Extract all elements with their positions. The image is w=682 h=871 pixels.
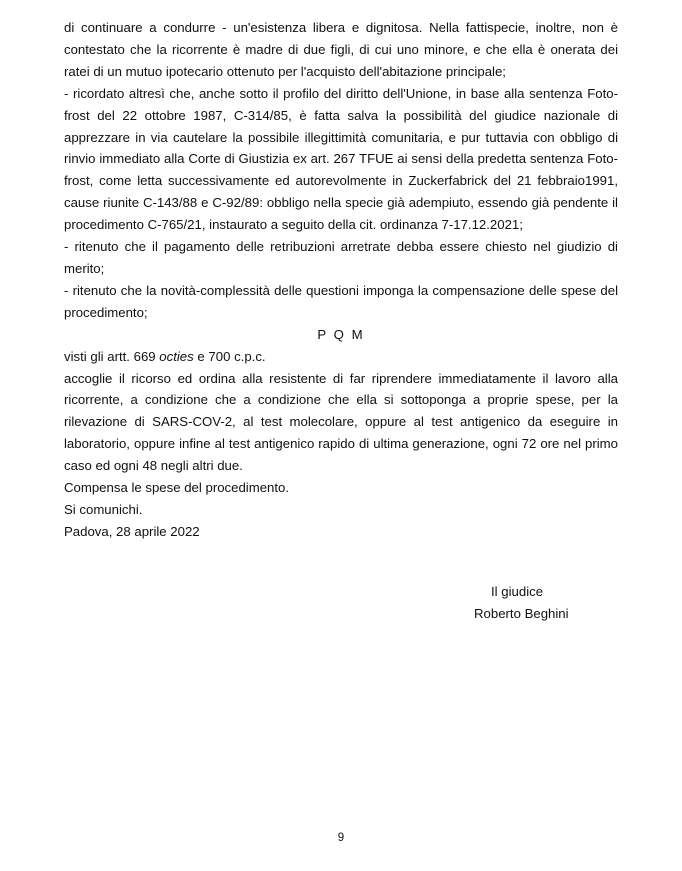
costs-line: Compensa le spese del procedimento. bbox=[64, 480, 290, 496]
visti-line bbox=[64, 346, 618, 368]
communication-line: Si comunichi. bbox=[64, 501, 143, 517]
page-number: 9 bbox=[337, 832, 345, 844]
pqm-heading: P Q M bbox=[317, 326, 365, 342]
ruling-paragraph: accoglie il ricorso ed ordina alla resistente di far riprendere immediatamente il lavoro alla ricorrente, a condizione che a condizione che ella si sottoponga a proprie spese, per la rilevazione di SARS-COV-2, al test molecolare, oppure al test antigenico da eseguire in laboratorio, oppure infine al test antigenico rapido di ultima generazione, ogni 72 ore nel primo caso ed ogni 48 negli altri due. bbox=[64, 370, 618, 474]
paragraph-union-law: - ricordato altresì che, anche sotto il profilo del diritto dell'Unione, in base alla sentenza Foto-frost del 22 ottobre 1987, C-314/85, è fatta salva la possibilità del giudice nazionale di apprezzare in via cautelare la possibile illegittimità comunitaria, e pur tuttavia con obbligo di rinvio immediato alla Corte di Giustizia ex art. 267 TFUE ai sensi della predetta sentenza Foto-frost, come letta successivamente ed autorevolmente in Zuckerfabrick del 21 febbraio1991, cause riunite C-143/88 e C-92/89: obbligo nella specie già adempiuto, essendo già pendente il procedimento C-765/21, instaurato a seguito della cit. ordinanza 7-17.12.2021; bbox=[64, 85, 618, 233]
visti-italic: octies bbox=[159, 348, 194, 364]
visti-suffix: e 700 c.p.c. bbox=[193, 348, 266, 364]
judge-title: Il giudice bbox=[491, 584, 544, 599]
paragraph-existence: di continuare a condurre - un'esistenza libera e dignitosa. Nella fattispecie, inoltre, non è contestato che la ricorrente è madre di due figli, di cui uno minore, e che ella è onerata dei ratei di un mutuo ipotecario ottenuto per l'acquisto dell'abitazione principale; bbox=[64, 20, 618, 79]
signature-block bbox=[474, 581, 594, 625]
visti-prefix: visti gli artt. 669 bbox=[64, 348, 160, 364]
paragraph-costs-reasoning: - ritenuto che la novità-complessità delle questioni imponga la compensazione delle spese del procedimento; bbox=[64, 282, 618, 320]
place-date-line: Padova, 28 aprile 2022 bbox=[64, 523, 200, 539]
paragraph-back-pay: - ritenuto che il pagamento delle retribuzioni arretrate debba essere chiesto nel giudizio di merito; bbox=[64, 239, 618, 276]
judge-name: Roberto Beghini bbox=[474, 606, 569, 621]
document-body bbox=[64, 17, 618, 543]
